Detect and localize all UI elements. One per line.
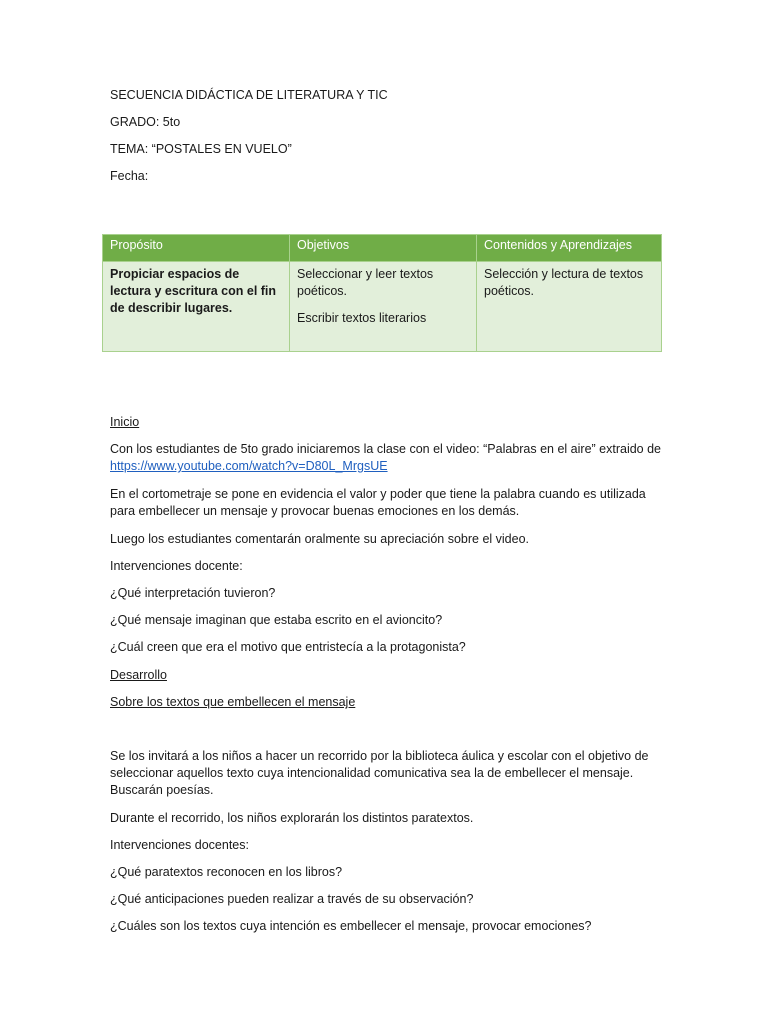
question-item: ¿Qué interpretación tuvieron? xyxy=(110,586,276,600)
desarrollo-paragraph-2: Durante el recorrido, los niños explorarán los distintos paratextos. xyxy=(110,811,474,825)
question-item: ¿Cuáles son los textos cuya intención es embellecer el mensaje, provocar emociones? xyxy=(110,919,592,933)
tema-line: TEMA: “POSTALES EN VUELO” xyxy=(110,142,292,156)
document-title: SECUENCIA DIDÁCTICA DE LITERATURA Y TIC xyxy=(110,88,388,102)
desarrollo-subheading: Sobre los textos que embellecen el mensaje xyxy=(110,695,356,709)
header-contenidos: Contenidos y Aprendizajes xyxy=(477,235,662,262)
grado-line: GRADO: 5to xyxy=(110,115,181,129)
desarrollo-heading: Desarrollo xyxy=(110,668,167,682)
question-item: ¿Qué paratextos reconocen en los libros? xyxy=(110,865,343,879)
header-objetivos: Objetivos xyxy=(290,235,477,262)
question-item: ¿Qué anticipaciones pueden realizar a través de su observación? xyxy=(110,892,474,906)
desarrollo-paragraph-1: Se los invitará a los niños a hacer un recorrido por la biblioteca áulica y escolar con el objetivo de seleccionar aquellos texto cuya intencionalidad comunicativa sea la de embellecer el mensaje. Buscarán poesías. xyxy=(110,749,649,797)
cell-objetivos xyxy=(290,262,477,352)
planning-table xyxy=(102,234,662,352)
intervenciones-label: Intervenciones docente: xyxy=(110,559,243,573)
cell-contenidos: Selección y lectura de textos poéticos. xyxy=(477,262,662,352)
question-item: ¿Qué mensaje imaginan que estaba escrito en el avioncito? xyxy=(110,613,443,627)
inicio-paragraph-3: Luego los estudiantes comentarán oralmente su apreciación sobre el video. xyxy=(110,532,530,546)
table-row xyxy=(103,262,662,352)
header-proposito: Propósito xyxy=(103,235,290,262)
inicio-paragraph-1 xyxy=(110,441,670,475)
question-item: ¿Cuál creen que era el motivo que entristecía a la protagonista? xyxy=(110,640,466,654)
intervenciones-docentes-label: Intervenciones docentes: xyxy=(110,838,249,852)
cell-proposito: Propiciar espacios de lectura y escritura con el fin de describir lugares. xyxy=(103,262,290,352)
fecha-line: Fecha: xyxy=(110,169,149,183)
video-link[interactable]: https://www.youtube.com/watch?v=D80L_MrgsUE xyxy=(110,459,388,473)
inicio-heading: Inicio xyxy=(110,415,140,429)
objetivo-item: Escribir textos literarios xyxy=(297,311,427,325)
inicio-paragraph-2: En el cortometraje se pone en evidencia el valor y poder que tiene la palabra cuando es utilizada para embellecer un mensaje y provocar buenas emociones en los demás. xyxy=(110,487,646,518)
inicio-paragraph-1-text: Con los estudiantes de 5to grado iniciaremos la clase con el video: “Palabras en el aire” extraido de xyxy=(110,442,662,456)
objetivo-item: Seleccionar y leer textos poéticos. xyxy=(297,267,434,298)
table-header-row xyxy=(103,235,662,262)
